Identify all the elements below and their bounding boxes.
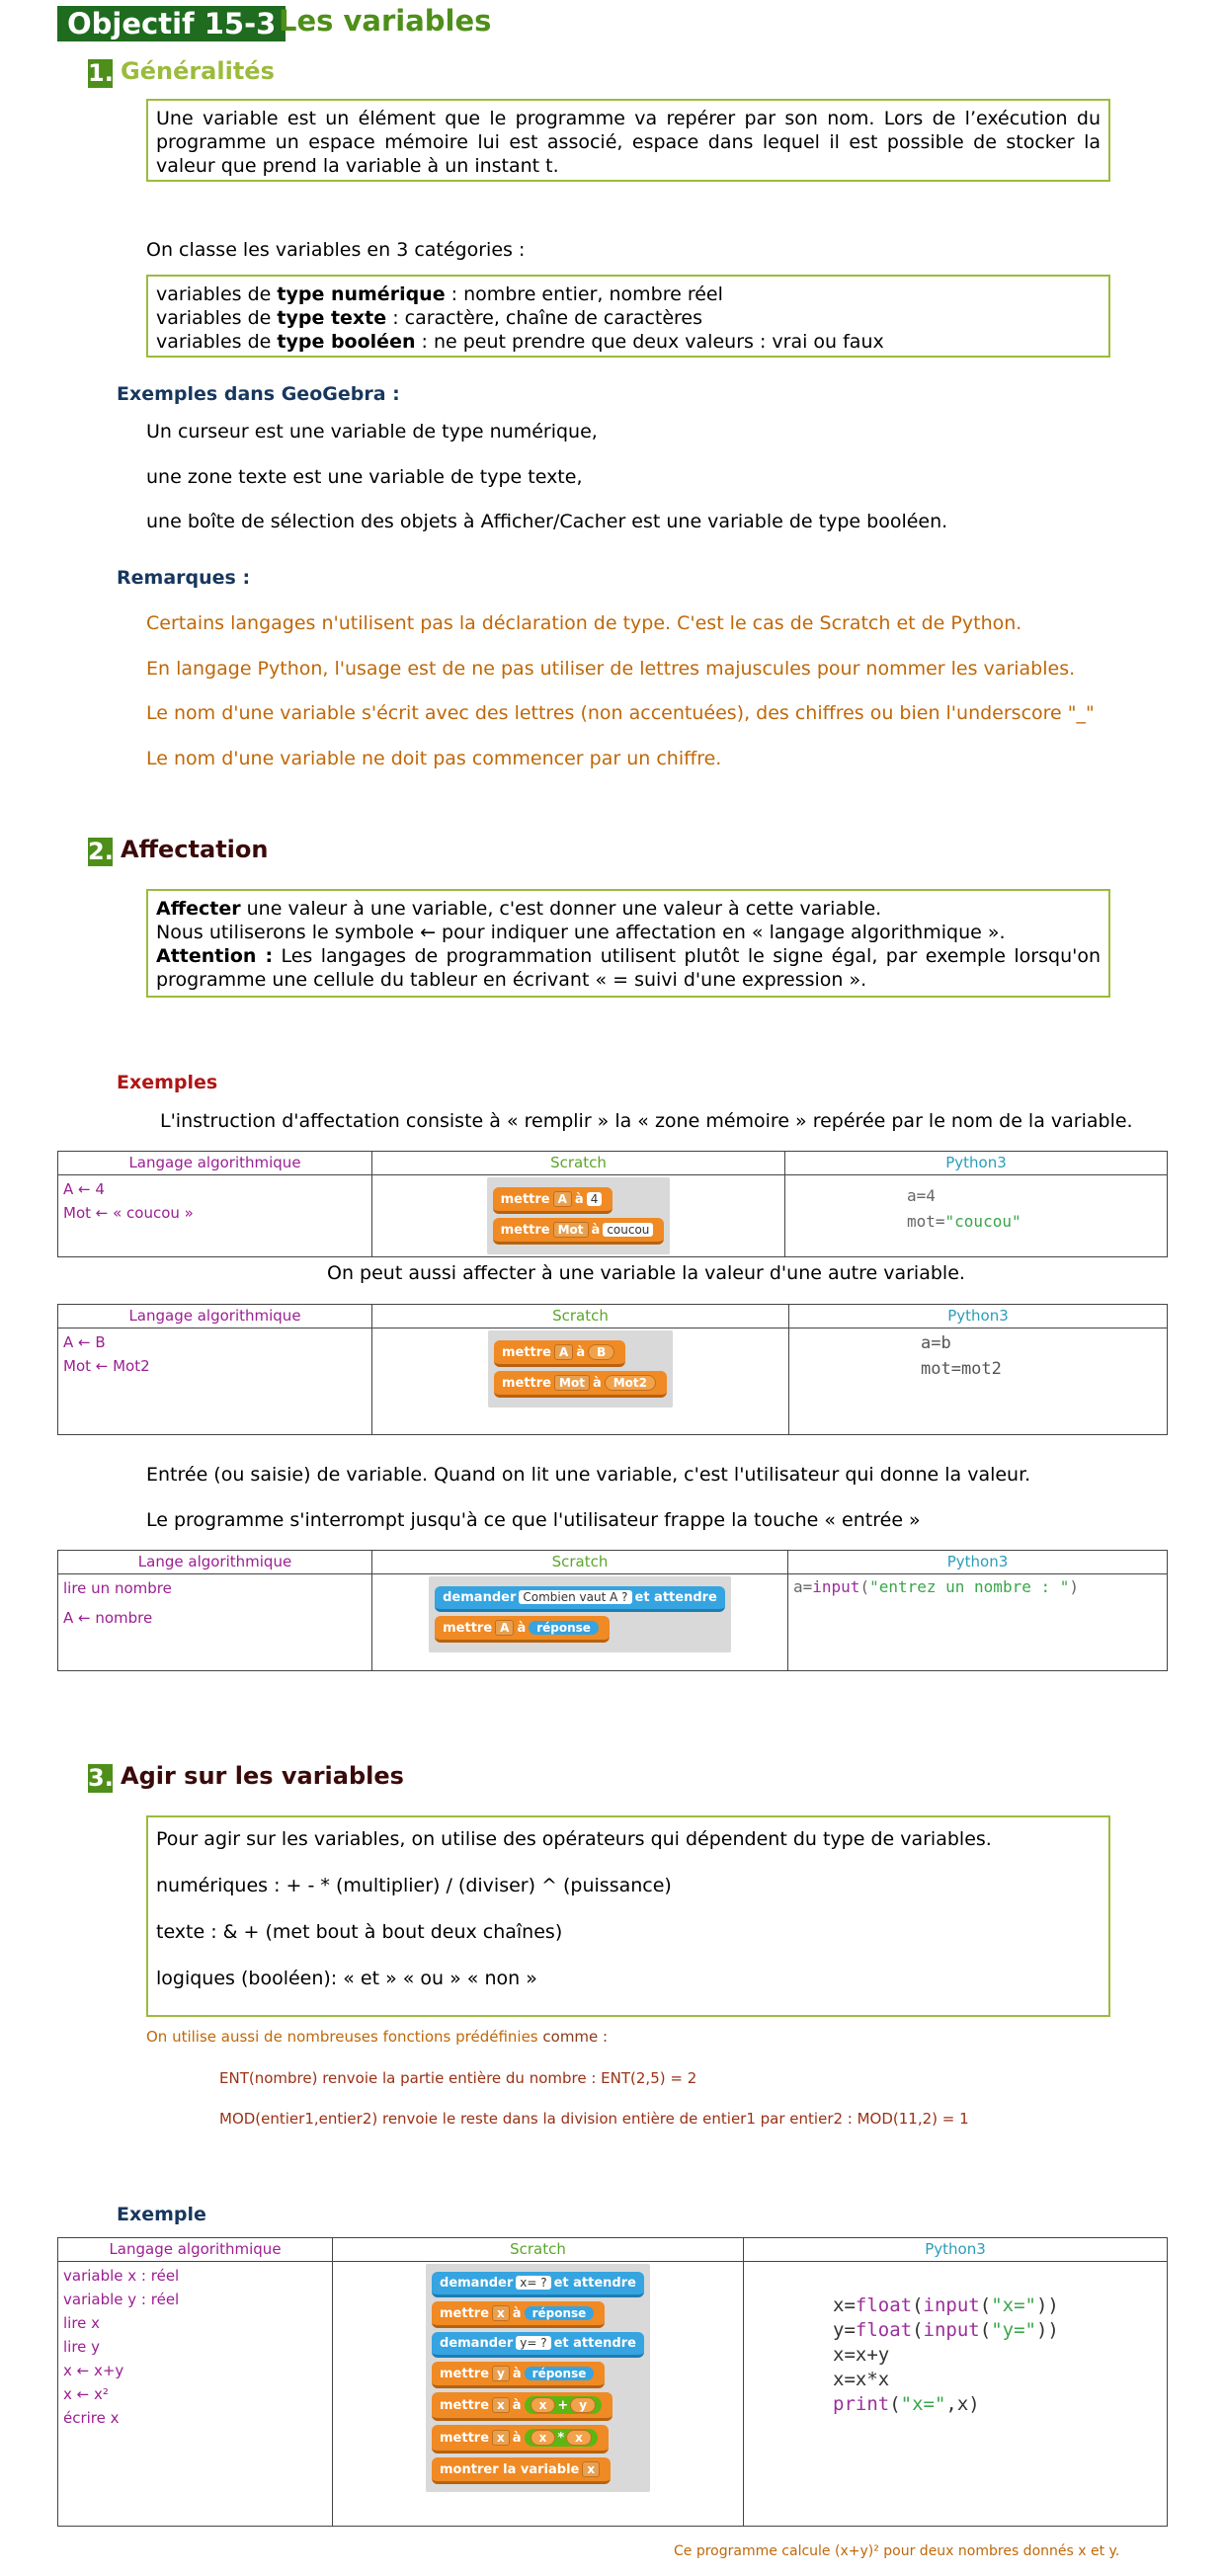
examples-intro: L'instruction d'affectation consiste à « remplir » la « zone mémoire » repérée par le nom de la variable. [160, 1110, 1133, 1132]
remark-item: Le nom d'une variable ne doit pas commencer par un chiffre. [146, 748, 722, 769]
scratch-cell [372, 1175, 785, 1257]
geogebra-heading: Exemples dans GeoGebra : [117, 383, 400, 405]
section-3-number: 3. [88, 1764, 114, 1792]
scratch-sum-block: mettre x à x + y [432, 2392, 612, 2421]
definition-box: Une variable est un élément que le programme va repérer par son nom. Lors de l’exécution du programme un espace mémoire lui est associé, espace dans lequel il est possible de stocker la valeur que prend la variable à un instant t. [146, 99, 1110, 182]
page-title-box: Objectif 15-3 [57, 6, 286, 41]
section-3-title: Agir sur les variables [121, 1762, 404, 1790]
affectation-box: Affecter une valeur à une variable, c'est donner une valeur à cette variable. Nous utiliserons le symbole ← pour indiquer une affectation en « langage algorithmique ». Attention : Les langages de programmation utilisent plutôt le signe égal, par exemple lorsqu'on programme une cellule du tableur en écrivant « = suivi d'une expression ». [146, 889, 1110, 998]
scratch-set-block: mettre x à réponse [432, 2301, 605, 2328]
python-cell: a=4 mot="coucou" [785, 1175, 1168, 1257]
remarks-heading: Remarques : [117, 567, 251, 589]
input-text-2: Le programme s'interrompt jusqu'à ce que l'utilisateur frappe la touche « entrée » [146, 1509, 921, 1531]
col-header-algorithm: Langage algorithmique [58, 1152, 372, 1175]
col-header-python: Python3 [789, 1305, 1168, 1328]
geogebra-item: une zone texte est une variable de type texte, [146, 466, 583, 488]
algorithm-cell: A ← 4 Mot ← « coucou » [58, 1175, 372, 1257]
col-header-python: Python3 [788, 1551, 1168, 1574]
python-cell: x=float(input("x=")) y=float(input("y=")) x=x+y x=x*x print("x=",x) [744, 2262, 1168, 2527]
scratch-ask-block: demander x= ? et attendre [432, 2272, 644, 2297]
scratch-set-block: mettre A à B [494, 1340, 625, 1367]
operators-box: Pour agir sur les variables, on utilise des opérateurs qui dépendent du type de variables. numériques : + - * (multiplier) / (diviser) ^ (puissance) texte : & + (met bout à bout deux chaînes) logiques (booléen): « et » « ou » « non » [146, 1815, 1110, 2017]
category-text: variables de type texte : caractère, chaîne de caractères [156, 307, 703, 329]
remark-item: Le nom d'une variable s'écrit avec des lettres (non accentuées), des chiffres ou bien l'underscore "_" [146, 702, 1095, 724]
functions-intro: On utilise aussi de nombreuses fonctions prédéfinies comme : [146, 2028, 609, 2046]
section-1-number: 1. [88, 59, 114, 87]
function-ent: ENT(nombre) renvoie la partie entière du nombre : ENT(2,5) = 2 [219, 2069, 697, 2087]
section-1-title: Généralités [121, 57, 275, 85]
col-header-python: Python3 [785, 1152, 1168, 1175]
footer-note: Ce programme calcule (x+y)² pour deux nombres donnés x et y. [674, 2543, 1120, 2559]
examples-heading: Exemples [117, 1072, 218, 1093]
scratch-cell [333, 2262, 744, 2527]
col-header-scratch: Scratch [372, 1551, 788, 1574]
col-header-python: Python3 [744, 2238, 1168, 2262]
python-cell: a=input("entrez un nombre : ") [788, 1574, 1168, 1671]
geogebra-item: Un curseur est une variable de type numérique, [146, 421, 598, 443]
other-variable-text: On peut aussi affecter à une variable la valeur d'une autre variable. [327, 1262, 965, 1284]
scratch-ask-block: demander y= ? et attendre [432, 2332, 644, 2358]
scratch-set-block: mettre Mot à coucou [493, 1218, 665, 1245]
input-text-1: Entrée (ou saisie) de variable. Quand on lit une variable, c'est l'utilisateur qui donne la valeur. [146, 1464, 1031, 1486]
scratch-set-block: mettre A à 4 [493, 1187, 613, 1214]
section-2-title: Affectation [121, 836, 269, 863]
scratch-ask-block: demander Combien vaut A ? et attendre [435, 1586, 725, 1612]
remark-item: En langage Python, l'usage est de ne pas utiliser de lettres majuscules pour nommer les variables. [146, 658, 1076, 680]
geogebra-item: une boîte de sélection des objets à Afficher/Cacher est une variable de type booléen. [146, 511, 948, 532]
algorithm-cell: A ← B Mot ← Mot2 [58, 1328, 372, 1435]
table-example [57, 2237, 1168, 2527]
scratch-script [426, 2264, 650, 2492]
categories-box [146, 275, 1110, 358]
remark-item: Certains langages n'utilisent pas la déclaration de type. C'est le cas de Scratch et de Python. [146, 612, 1022, 634]
col-header-algorithm: Langage algorithmique [58, 1305, 372, 1328]
scratch-script [429, 1576, 731, 1652]
page-title: Les variables [279, 4, 492, 38]
algorithm-cell: lire un nombre A ← nombre [58, 1574, 372, 1671]
scratch-show-block: montrer la variable x [432, 2457, 611, 2484]
scratch-set-block: mettre y à réponse [432, 2362, 605, 2388]
scratch-set-block: mettre Mot à Mot2 [494, 1371, 667, 1398]
category-numeric: variables de type numérique : nombre entier, nombre réel [156, 283, 723, 305]
scratch-set-block: mettre A à réponse [435, 1616, 610, 1643]
table-affectation-constant [57, 1151, 1168, 1257]
col-header-algorithm: Lange algorithmique [58, 1551, 372, 1574]
col-header-algorithm: Langage algorithmique [58, 2238, 333, 2262]
scratch-script [487, 1177, 671, 1254]
table-input [57, 1550, 1168, 1671]
col-header-scratch: Scratch [333, 2238, 744, 2262]
scratch-product-block: mettre x à x * x [432, 2425, 609, 2454]
classify-text: On classe les variables en 3 catégories : [146, 239, 526, 261]
table-affectation-variable [57, 1304, 1168, 1435]
example-heading: Exemple [117, 2204, 206, 2225]
python-cell: a=b mot=mot2 [789, 1328, 1168, 1435]
section-2-number: 2. [88, 838, 114, 865]
category-boolean: variables de type booléen : ne peut prendre que deux valeurs : vrai ou faux [156, 331, 884, 353]
scratch-cell [372, 1574, 788, 1671]
function-mod: MOD(entier1,entier2) renvoie le reste dans la division entière de entier1 par entier2 : MOD(11,2) = 1 [219, 2110, 969, 2128]
algorithm-cell: variable x : réel variable y : réel lire x lire y x ← x+y x ← x² écrire x [58, 2262, 333, 2527]
col-header-scratch: Scratch [372, 1152, 785, 1175]
scratch-cell [372, 1328, 789, 1435]
scratch-script [488, 1330, 673, 1408]
col-header-scratch: Scratch [372, 1305, 789, 1328]
